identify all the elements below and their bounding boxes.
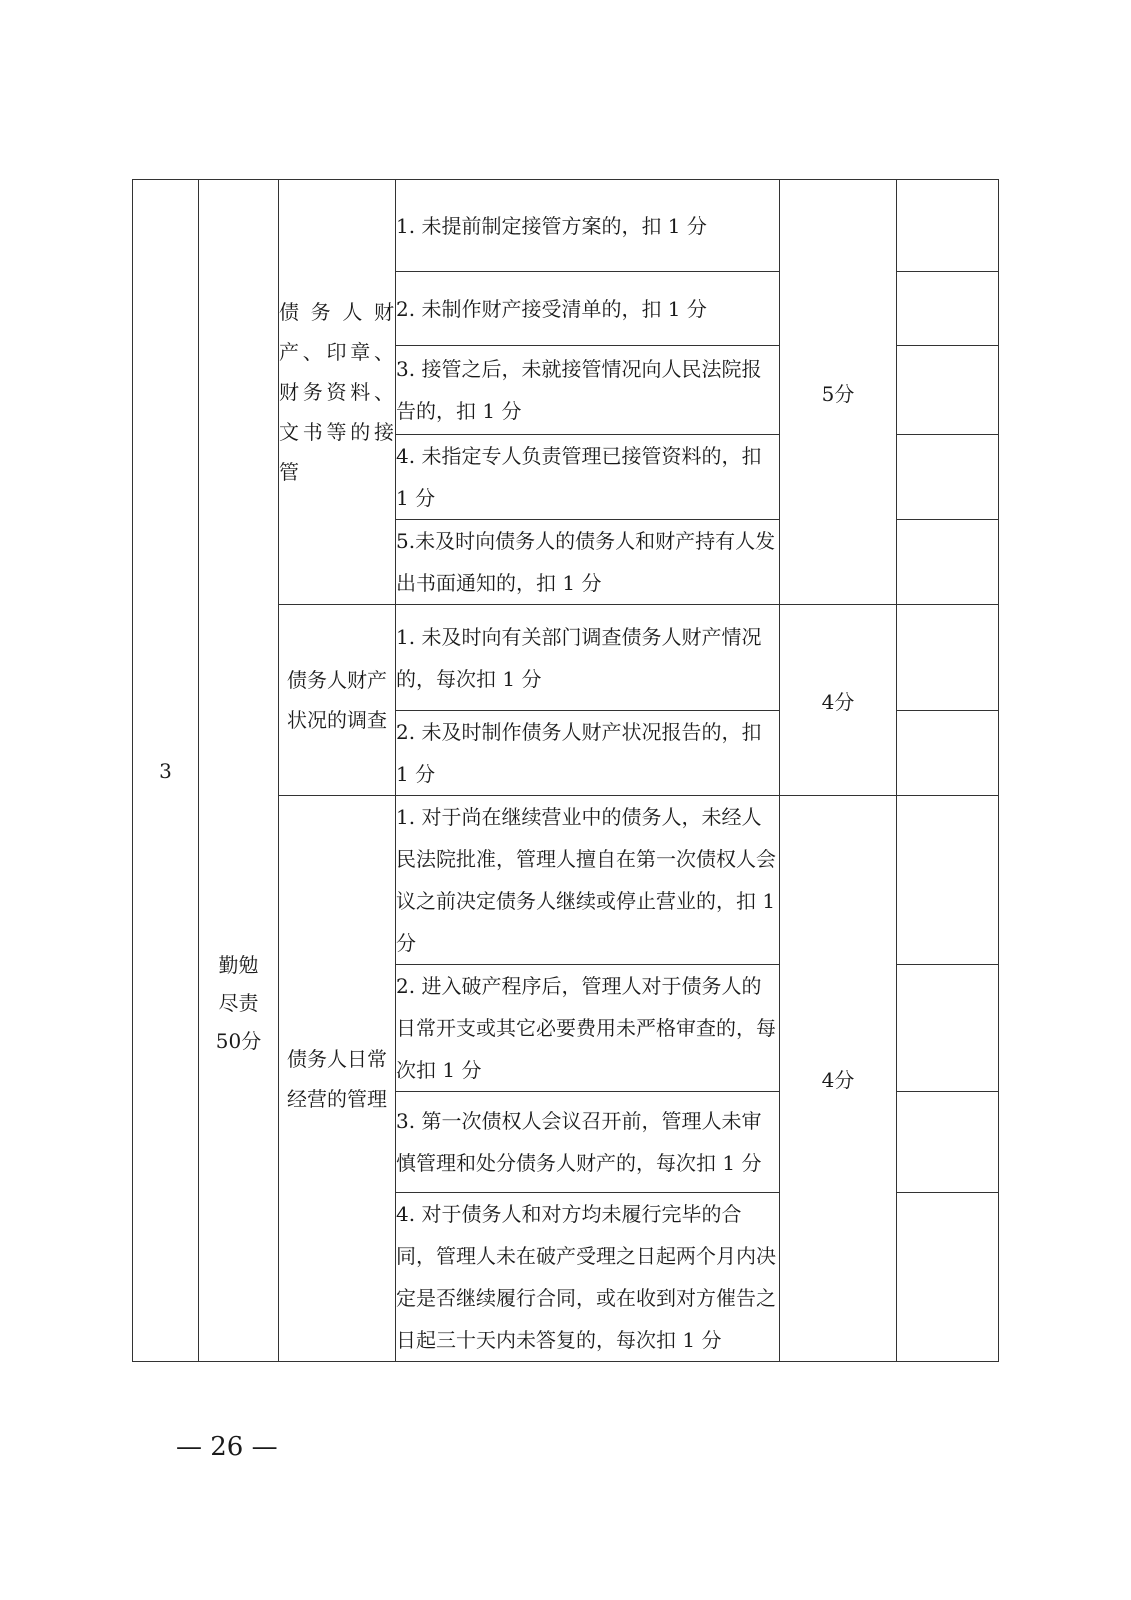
criterion-cell: 3. 第一次债权人会议召开前，管理人未审慎管理和处分债务人财产的，每次扣 1 分 [396, 1092, 780, 1193]
blank-cell [897, 1193, 999, 1362]
blank-cell [897, 435, 999, 520]
item-cell: 债务人财产、印章、财务资料、文书等的接管 [279, 180, 396, 605]
category-line: 勤勉 [218, 952, 259, 977]
criterion-cell: 4. 对于债务人和对方均未履行完毕的合同，管理人未在破产受理之日起两个月内决定是否继续履行合同，或在收到对方催告之日起三十天内未答复的，每次扣 1 分 [396, 1193, 780, 1362]
blank-cell [897, 180, 999, 272]
blank-cell [897, 605, 999, 711]
category-line: 尽责 [218, 990, 259, 1015]
criterion-cell: 1. 对于尚在继续营业中的债务人，未经人民法院批准，管理人擅自在第一次债权人会议之前决定债务人继续或停止营业的，扣 1 分 [396, 796, 780, 965]
score-cell: 4分 [780, 605, 897, 796]
blank-cell [897, 711, 999, 796]
blank-cell [897, 346, 999, 435]
blank-cell [897, 520, 999, 605]
blank-cell [897, 965, 999, 1092]
category-cell [199, 180, 279, 1362]
criterion-cell: 3. 接管之后，未就接管情况向人民法院报告的，扣 1 分 [396, 346, 780, 435]
item-cell: 债务人财产状况的调查 [279, 605, 396, 796]
criterion-cell: 1. 未提前制定接管方案的，扣 1 分 [396, 180, 780, 272]
evaluation-table [132, 179, 999, 1362]
score-cell: 4分 [780, 796, 897, 1362]
criterion-cell: 2. 未制作财产接受清单的，扣 1 分 [396, 272, 780, 346]
blank-cell [897, 1092, 999, 1193]
criterion-cell: 1. 未及时向有关部门调查债务人财产情况的，每次扣 1 分 [396, 605, 780, 711]
criterion-cell: 2. 未及时制作债务人财产状况报告的，扣 1 分 [396, 711, 780, 796]
score-cell: 5分 [780, 180, 897, 605]
row-number: 3 [133, 180, 199, 1362]
item-cell: 债务人日常经营的管理 [279, 796, 396, 1362]
blank-cell [897, 796, 999, 965]
page-number: — 26 — [176, 1432, 278, 1462]
criterion-cell: 2. 进入破产程序后，管理人对于债务人的日常开支或其它必要费用未严格审查的，每次扣 1 分 [396, 965, 780, 1092]
category-line: 50分 [215, 1028, 262, 1053]
criterion-cell: 5.未及时向债务人的债务人和财产持有人发出书面通知的，扣 1 分 [396, 520, 780, 605]
criterion-cell: 4. 未指定专人负责管理已接管资料的，扣 1 分 [396, 435, 780, 520]
table-row [133, 180, 999, 272]
blank-cell [897, 272, 999, 346]
